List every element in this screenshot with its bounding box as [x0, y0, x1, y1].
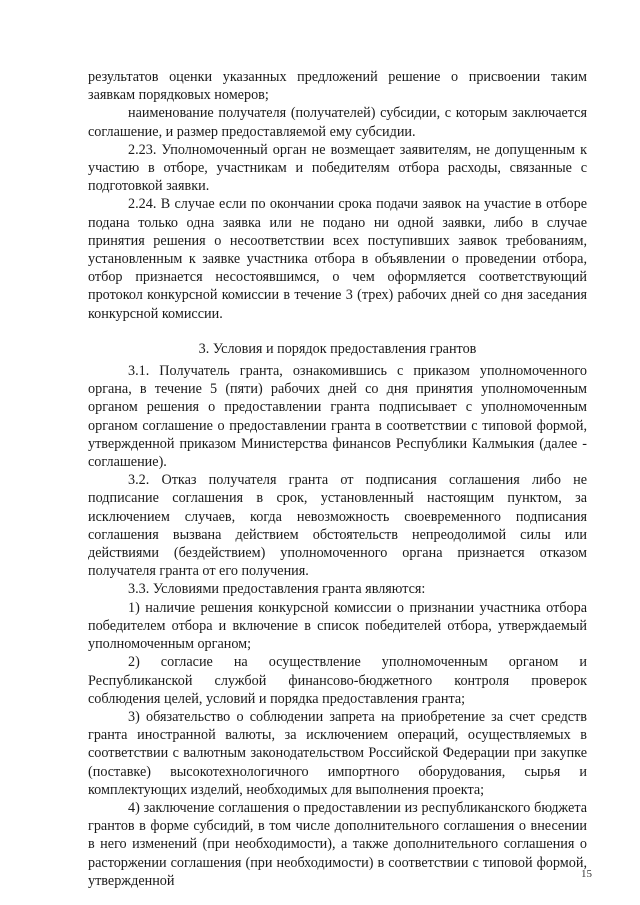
paragraph-3-1: 3.1. Получатель гранта, ознакомившись с приказом уполномоченного органа, в течение 5 (пяти) рабочих дней со дня принятия уполномоченным органом решения о предоставлении гранта подписывает с уполномоченным органом соглашение о предоставлении гранта в соответствии с типовой формой, утвержденной приказом Министерства финансов Республики Калмыкия (далее - соглашение). [88, 363, 587, 471]
paragraph-recipient-name: наименование получателя (получателей) субсидии, с которым заключается соглашение, и размер предоставляемой ему субсидии. [88, 105, 587, 140]
page-number: 15 [581, 867, 592, 880]
paragraph-3-3: 3.3. Условиями предоставления гранта являются: [128, 581, 426, 598]
paragraph-2-24: 2.24. В случае если по окончании срока подачи заявок на участие в отборе подана только одна заявка или не подано ни одной заявки, либо в случае принятия решения о несоответствии всех поступивших заявок требованиям, установленным к заявке участника отбора в объявлении о проведении отбора, отбор признается несостоявшимся, о чем оформляется соответствующий протокол конкурсной комиссии в течение 3 (трех) рабочих дней со дня заседания конкурсной комиссии. [88, 196, 587, 322]
paragraph-2-23: 2.23. Уполномоченный орган не возмещает заявителям, не допущенным к участию в отборе, участникам и победителям отбора расходы, связанные с подготовкой заявки. [88, 141, 587, 195]
list-item-condition-3: 3) обязательство о соблюдении запрета на приобретение за счет средств гранта иностранной валюты, за исключением операций, осуществляемых в соответствии с валютным законодательством Российской Федерации при закупке (поставке) высокотехнологичного импортного оборудования, сырья и комплектующих изделий, необходимых для выполнения проекта; [88, 708, 587, 798]
list-item-condition-2: 2) согласие на осуществление уполномоченным органом и Республиканской службой финансово-бюджетного контроля проверок соблюдения целей, условий и порядка предоставления гранта; [88, 654, 587, 707]
document-body [88, 68, 587, 890]
section-title: 3. Условия и порядок предоставления грантов [198, 340, 477, 357]
paragraph-3-2: 3.2. Отказ получателя гранта от подписания соглашения либо не подписание соглашения в срок, установленный настоящим пунктом, за исключением случаев, когда невозможность своевременного подписания соглашения вызвана действием обстоятельств непреодолимой силы или действиями (бездействием) уполномоченного органа признается отказом получателя гранта от его получения. [88, 472, 587, 580]
list-item-condition-1: 1) наличие решения конкурсной комиссии о признании участника отбора победителем отбора и включение в список победителей отбора, утверждаемый уполномоченным органом; [88, 599, 587, 653]
list-item-condition-4: 4) заключение соглашения о предоставлении из республиканского бюджета грантов в форме субсидий, в том числе дополнительного соглашения о внесении в него изменений (при необходимости), а также дополнительного соглашения о расторжении соглашения (при необходимости) в соответствии с типовой формой, утвержденной [88, 799, 587, 889]
paragraph-evaluation-results: результатов оценки указанных предложений решение о присвоении таким заявкам порядковых номеров; [88, 69, 587, 104]
